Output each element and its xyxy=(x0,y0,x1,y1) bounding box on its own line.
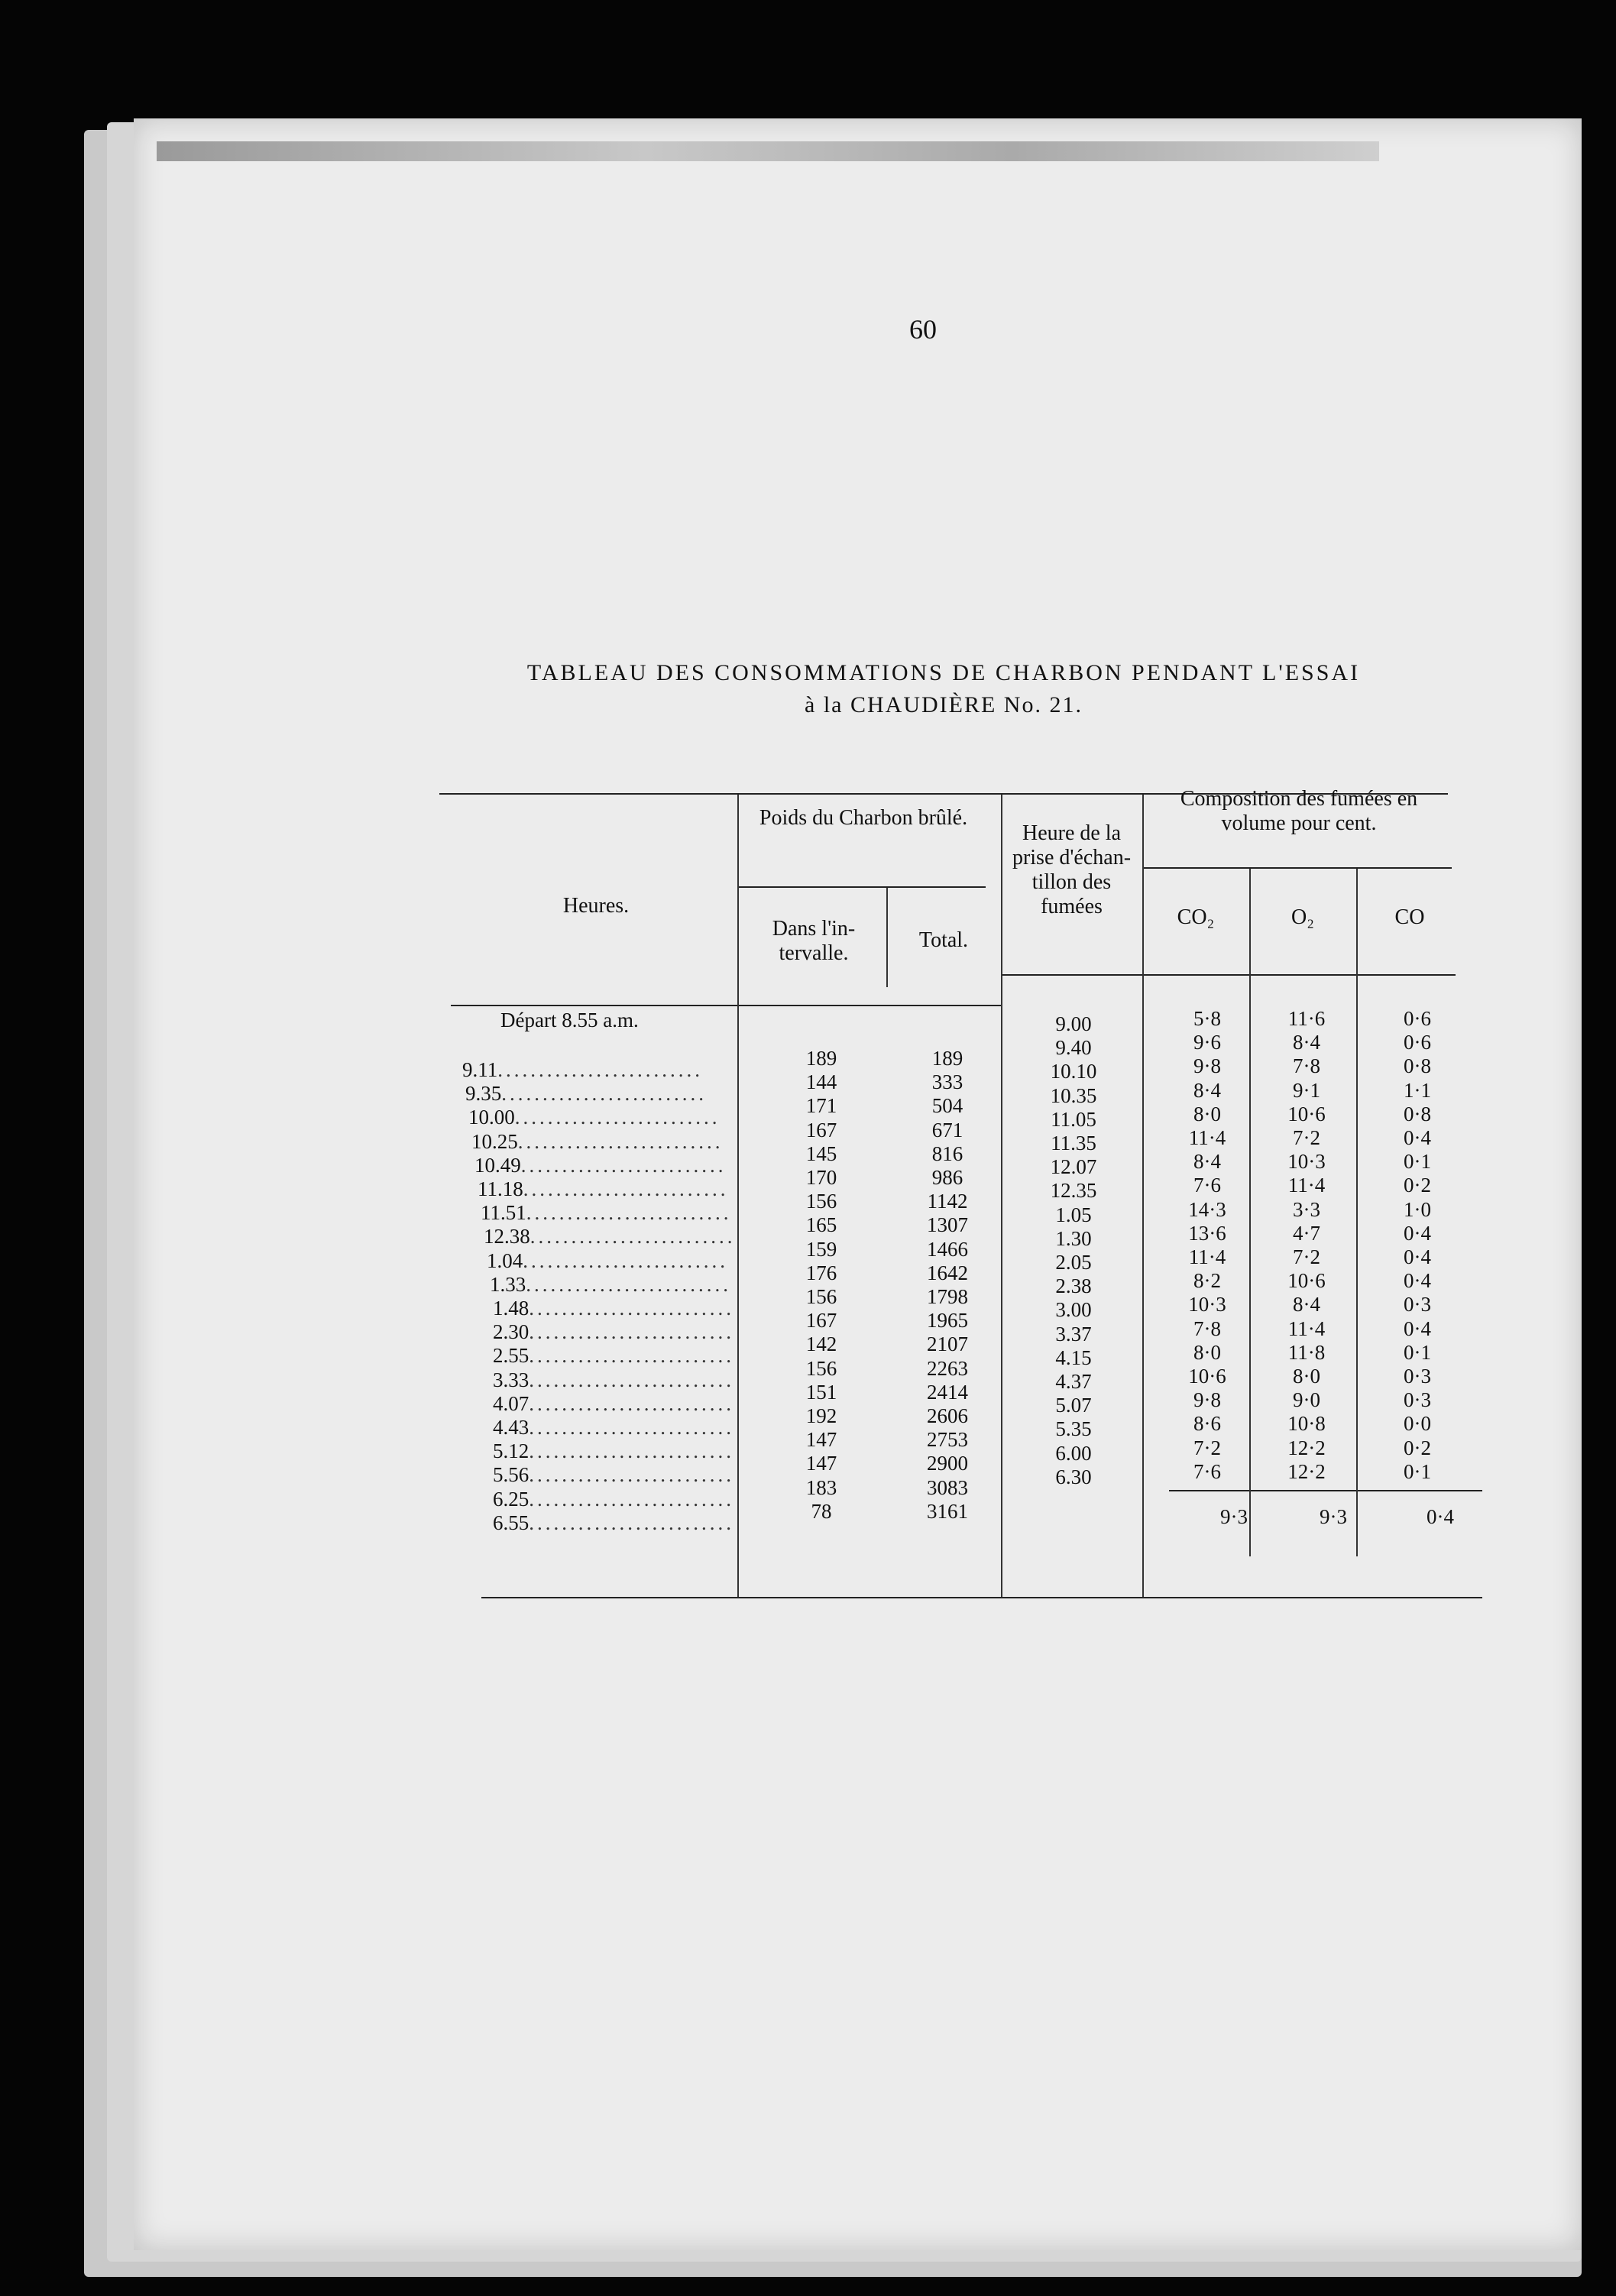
heure-row-label xyxy=(487,1249,728,1273)
co2-cell: 9·8 xyxy=(1193,1388,1221,1412)
intervalle-cell: 167 xyxy=(805,1309,837,1333)
co2-cell: 7·2 xyxy=(1193,1436,1221,1459)
co2-cell: 8·0 xyxy=(1193,1340,1221,1364)
heure-row-label xyxy=(493,1392,734,1416)
heure-prise-cell: 12.35 xyxy=(1050,1179,1097,1203)
title-line-1: TABLEAU DES CONSOMMATIONS DE CHARBON PENDANT L'ESSAI xyxy=(526,660,1361,685)
heure-value: 6.55 xyxy=(493,1511,529,1534)
heure-prise-cell: 11.05 xyxy=(1051,1107,1096,1131)
header-bottom-rule-right xyxy=(1001,974,1456,976)
average-o2: 9·3 xyxy=(1320,1505,1347,1528)
leader-dots: ......................... xyxy=(529,1416,734,1439)
intervalle-cell: 151 xyxy=(805,1380,837,1404)
vrule-1 xyxy=(737,795,739,1597)
o2-cell: 7·2 xyxy=(1293,1245,1320,1268)
leader-dots: ......................... xyxy=(529,1320,734,1344)
header-heures: Heures. xyxy=(562,894,630,918)
co-cell: 0·2 xyxy=(1404,1436,1431,1459)
intervalle-cell: 78 xyxy=(811,1499,832,1523)
heure-row-label xyxy=(493,1488,734,1511)
heure-prise-cell: 4.15 xyxy=(1055,1346,1092,1369)
total-cell: 2107 xyxy=(927,1333,968,1356)
heure-row-label xyxy=(493,1511,734,1535)
heure-row-label xyxy=(493,1297,734,1320)
composition-underline xyxy=(1142,867,1452,869)
co-cell: 0·4 xyxy=(1404,1245,1431,1268)
leader-dots: ......................... xyxy=(523,1248,728,1272)
o2-cell: 7·8 xyxy=(1293,1054,1320,1078)
co-cell: 0·1 xyxy=(1404,1340,1431,1364)
intervalle-cell: 171 xyxy=(805,1094,837,1118)
header-bottom-rule-left xyxy=(451,1005,1001,1006)
heure-value: 10.25 xyxy=(471,1129,518,1153)
co-cell: 0·4 xyxy=(1404,1269,1431,1293)
leader-dots: ......................... xyxy=(501,1082,707,1106)
average-rule xyxy=(1169,1490,1482,1491)
o2-cell: 11·8 xyxy=(1287,1340,1326,1364)
total-cell: 1466 xyxy=(927,1237,968,1261)
heure-row-label xyxy=(493,1439,734,1463)
heure-row-label xyxy=(493,1463,734,1487)
heure-row-label xyxy=(468,1106,721,1129)
o2-cell: 3·3 xyxy=(1293,1197,1320,1221)
intervalle-cell: 156 xyxy=(805,1356,837,1380)
co-cell: 0·2 xyxy=(1404,1174,1431,1197)
vrule-4 xyxy=(1142,795,1144,1597)
intervalle-cell: 170 xyxy=(805,1166,837,1189)
heure-value: 2.30 xyxy=(493,1320,529,1344)
leader-dots: ......................... xyxy=(529,1511,734,1534)
total-cell: 1965 xyxy=(927,1309,968,1333)
o2-cell: 7·2 xyxy=(1293,1126,1320,1149)
co-cell: 1·1 xyxy=(1404,1078,1431,1102)
heure-row-label xyxy=(478,1177,729,1201)
heure-prise-cell: 5.35 xyxy=(1055,1417,1092,1441)
heure-value: 6.25 xyxy=(493,1487,529,1511)
o2-cell: 4·7 xyxy=(1293,1221,1320,1245)
heure-row-label xyxy=(462,1058,703,1082)
co-cell: 0·3 xyxy=(1404,1388,1431,1412)
leader-dots: ......................... xyxy=(523,1177,729,1200)
leader-dots: ......................... xyxy=(529,1368,734,1391)
heure-prise-cell: 1.05 xyxy=(1055,1203,1092,1226)
co-cell: 0·6 xyxy=(1404,1007,1431,1030)
o2-cell: 10·6 xyxy=(1287,1102,1326,1125)
o2-cell: 8·4 xyxy=(1293,1031,1320,1054)
co-cell: 0·4 xyxy=(1404,1221,1431,1245)
vrule-2 xyxy=(886,888,888,987)
heure-prise-cell: 10.10 xyxy=(1050,1060,1097,1083)
heure-prise-cell: 12.07 xyxy=(1050,1155,1097,1179)
co-cell: 0·3 xyxy=(1404,1365,1431,1388)
co2-cell: 9·8 xyxy=(1193,1054,1221,1078)
co2-cell: 11·4 xyxy=(1188,1245,1226,1268)
o2-cell: 11·6 xyxy=(1287,1007,1326,1030)
heure-prise-cell: 4.37 xyxy=(1055,1370,1092,1393)
average-co2: 9·3 xyxy=(1220,1505,1248,1528)
heure-row-label xyxy=(493,1416,734,1439)
intervalle-cell: 144 xyxy=(805,1070,837,1094)
total-cell: 189 xyxy=(931,1047,963,1070)
co2-cell: 7·8 xyxy=(1193,1316,1221,1340)
leader-dots: ......................... xyxy=(529,1344,734,1368)
heure-prise-cell: 3.37 xyxy=(1055,1322,1092,1346)
intervalle-cell: 156 xyxy=(805,1190,837,1213)
co-cell: 0·1 xyxy=(1404,1150,1431,1174)
o2-cell: 12·2 xyxy=(1287,1459,1326,1483)
co-cell: 0·8 xyxy=(1404,1054,1431,1078)
co-cell: 1·0 xyxy=(1404,1197,1431,1221)
total-cell: 504 xyxy=(931,1094,963,1118)
co2-cell: 10·3 xyxy=(1188,1293,1226,1316)
leader-dots: ......................... xyxy=(529,1225,736,1248)
intervalle-cell: 156 xyxy=(805,1285,837,1308)
total-cell: 3083 xyxy=(927,1475,968,1499)
total-cell: 2263 xyxy=(927,1356,968,1380)
total-cell: 816 xyxy=(931,1142,963,1165)
heure-value: 3.33 xyxy=(493,1368,529,1391)
o2-cell: 11·4 xyxy=(1287,1316,1326,1340)
heure-value: 10.00 xyxy=(468,1106,515,1129)
o2-cell: 8·0 xyxy=(1293,1365,1320,1388)
intervalle-cell: 192 xyxy=(805,1404,837,1427)
leader-dots: ......................... xyxy=(529,1439,734,1463)
co2-cell: 8·2 xyxy=(1193,1269,1221,1293)
heure-prise-cell: 3.00 xyxy=(1055,1298,1092,1322)
total-cell: 671 xyxy=(931,1118,963,1142)
total-cell: 1642 xyxy=(927,1261,968,1284)
intervalle-cell: 189 xyxy=(805,1047,837,1070)
heure-value: 1.04 xyxy=(487,1248,523,1272)
heure-row-label xyxy=(493,1320,734,1344)
heure-value: 11.51 xyxy=(481,1201,526,1225)
leader-dots: ......................... xyxy=(526,1201,732,1225)
table-title xyxy=(428,657,1459,721)
heure-value: 12.38 xyxy=(484,1225,530,1248)
average-co: 0·4 xyxy=(1427,1505,1454,1528)
leader-dots: ......................... xyxy=(497,1058,703,1081)
heure-prise-cell: 1.30 xyxy=(1055,1226,1092,1250)
heure-row-label xyxy=(481,1201,732,1225)
intervalle-cell: 167 xyxy=(805,1118,837,1142)
page-number: 60 xyxy=(909,314,937,345)
co2-cell: 9·6 xyxy=(1193,1031,1221,1054)
heure-value: 10.49 xyxy=(474,1153,521,1177)
heure-value: 5.12 xyxy=(493,1439,529,1463)
heure-row-label xyxy=(471,1130,724,1154)
heure-value: 2.55 xyxy=(493,1344,529,1368)
vrule-6 xyxy=(1356,869,1358,1556)
total-cell: 1142 xyxy=(927,1190,968,1213)
title-line-2: à la CHAUDIÈRE No. 21. xyxy=(805,692,1083,717)
leader-dots: ......................... xyxy=(529,1463,734,1487)
heure-prise-cell: 2.05 xyxy=(1055,1251,1092,1274)
intervalle-cell: 183 xyxy=(805,1475,837,1499)
o2-cell: 12·2 xyxy=(1287,1436,1326,1459)
total-cell: 1798 xyxy=(927,1285,968,1308)
o2-cell: 11·4 xyxy=(1287,1174,1326,1197)
leader-dots: ......................... xyxy=(520,1153,727,1177)
leader-dots: ......................... xyxy=(526,1272,731,1296)
co2-cell: 7·6 xyxy=(1193,1459,1221,1483)
total-cell: 333 xyxy=(931,1070,963,1094)
heure-value: 5.56 xyxy=(493,1463,529,1487)
total-cell: 2606 xyxy=(927,1404,968,1427)
total-cell: 3161 xyxy=(927,1499,968,1523)
co2-cell: 8·4 xyxy=(1193,1150,1221,1174)
heure-prise-cell: 9.00 xyxy=(1055,1012,1092,1035)
o2-cell: 10·6 xyxy=(1287,1269,1326,1293)
intervalle-cell: 147 xyxy=(805,1452,837,1475)
leader-dots: ......................... xyxy=(517,1129,724,1153)
header-poids: Poids du Charbon brûlé. xyxy=(759,806,968,830)
co-cell: 0·4 xyxy=(1404,1126,1431,1149)
co2-cell: 7·6 xyxy=(1193,1174,1221,1197)
o2-cell: 8·4 xyxy=(1293,1293,1320,1316)
header-composition: Composition des fumées en volume pour cent. xyxy=(1180,787,1418,835)
intervalle-cell: 142 xyxy=(805,1333,837,1356)
co-cell: 0·3 xyxy=(1404,1293,1431,1316)
intervalle-cell: 145 xyxy=(805,1142,837,1165)
co-cell: 0·0 xyxy=(1404,1412,1431,1436)
heure-prise-cell: 9.40 xyxy=(1055,1036,1092,1060)
leader-dots: ......................... xyxy=(529,1391,734,1415)
co2-cell: 13·6 xyxy=(1188,1221,1226,1245)
heure-row-label xyxy=(490,1273,731,1297)
co2-cell: 14·3 xyxy=(1188,1197,1226,1221)
total-cell: 2753 xyxy=(927,1428,968,1452)
co-cell: 0·4 xyxy=(1404,1316,1431,1340)
heure-row-label xyxy=(484,1225,736,1248)
co-cell: 0·6 xyxy=(1404,1031,1431,1054)
heure-value: 11.18 xyxy=(478,1177,523,1200)
co2-cell: 8·0 xyxy=(1193,1102,1221,1125)
co-cell: 0·1 xyxy=(1404,1459,1431,1483)
co2-cell: 5·8 xyxy=(1193,1007,1221,1030)
heure-row-label xyxy=(474,1154,727,1177)
o2-cell: 9·0 xyxy=(1293,1388,1320,1412)
heure-value: 9.11 xyxy=(462,1058,498,1081)
heure-value: 9.35 xyxy=(465,1082,502,1106)
co-cell: 0·8 xyxy=(1404,1102,1431,1125)
heure-prise-cell: 10.35 xyxy=(1050,1083,1097,1107)
heure-prise-cell: 6.30 xyxy=(1055,1465,1092,1488)
o2-cell: 10·8 xyxy=(1287,1412,1326,1436)
total-cell: 2900 xyxy=(927,1452,968,1475)
total-cell: 2414 xyxy=(927,1380,968,1404)
heure-prise-cell: 6.00 xyxy=(1055,1441,1092,1465)
page-top-strip xyxy=(157,141,1379,161)
co2-cell: 8·4 xyxy=(1193,1078,1221,1102)
heure-value: 1.48 xyxy=(493,1297,529,1320)
total-cell: 1307 xyxy=(927,1213,968,1237)
heure-value: 1.33 xyxy=(490,1272,526,1296)
header-co2: CO₂ xyxy=(1177,905,1215,929)
co2-cell: 10·6 xyxy=(1188,1365,1226,1388)
leader-dots: ......................... xyxy=(529,1297,734,1320)
heure-value: 4.43 xyxy=(493,1416,529,1439)
poids-underline xyxy=(737,886,986,888)
header-heure-prise: Heure de la prise d'échan-tillon des fumées xyxy=(1012,821,1132,918)
total-cell: 986 xyxy=(931,1166,963,1189)
heure-row-label xyxy=(465,1082,707,1106)
heure-prise-cell: 11.35 xyxy=(1051,1132,1096,1154)
depart-label: Départ 8.55 a.m. xyxy=(500,1009,639,1031)
intervalle-cell: 159 xyxy=(805,1237,837,1261)
leader-dots: ......................... xyxy=(514,1106,721,1129)
o2-cell: 10·3 xyxy=(1287,1150,1326,1174)
co2-cell: 8·6 xyxy=(1193,1412,1221,1436)
heure-value: 4.07 xyxy=(493,1391,529,1415)
vrule-3 xyxy=(1001,795,1002,1597)
intervalle-cell: 147 xyxy=(805,1428,837,1452)
heure-prise-cell: 5.07 xyxy=(1055,1394,1092,1417)
co2-cell: 11·4 xyxy=(1188,1126,1226,1149)
heure-prise-cell: 2.38 xyxy=(1055,1274,1092,1298)
o2-cell: 9·1 xyxy=(1293,1078,1320,1102)
header-dans-intervalle: Dans l'in-tervalle. xyxy=(772,917,856,965)
leader-dots: ......................... xyxy=(529,1487,734,1511)
intervalle-cell: 165 xyxy=(805,1213,837,1237)
header-total: Total. xyxy=(918,928,969,952)
heure-row-label xyxy=(493,1368,734,1392)
heure-row-label xyxy=(493,1344,734,1368)
header-o2: O₂ xyxy=(1291,905,1314,929)
table-bottom-rule xyxy=(481,1597,1482,1598)
header-co: CO xyxy=(1394,905,1425,929)
intervalle-cell: 176 xyxy=(805,1261,837,1284)
